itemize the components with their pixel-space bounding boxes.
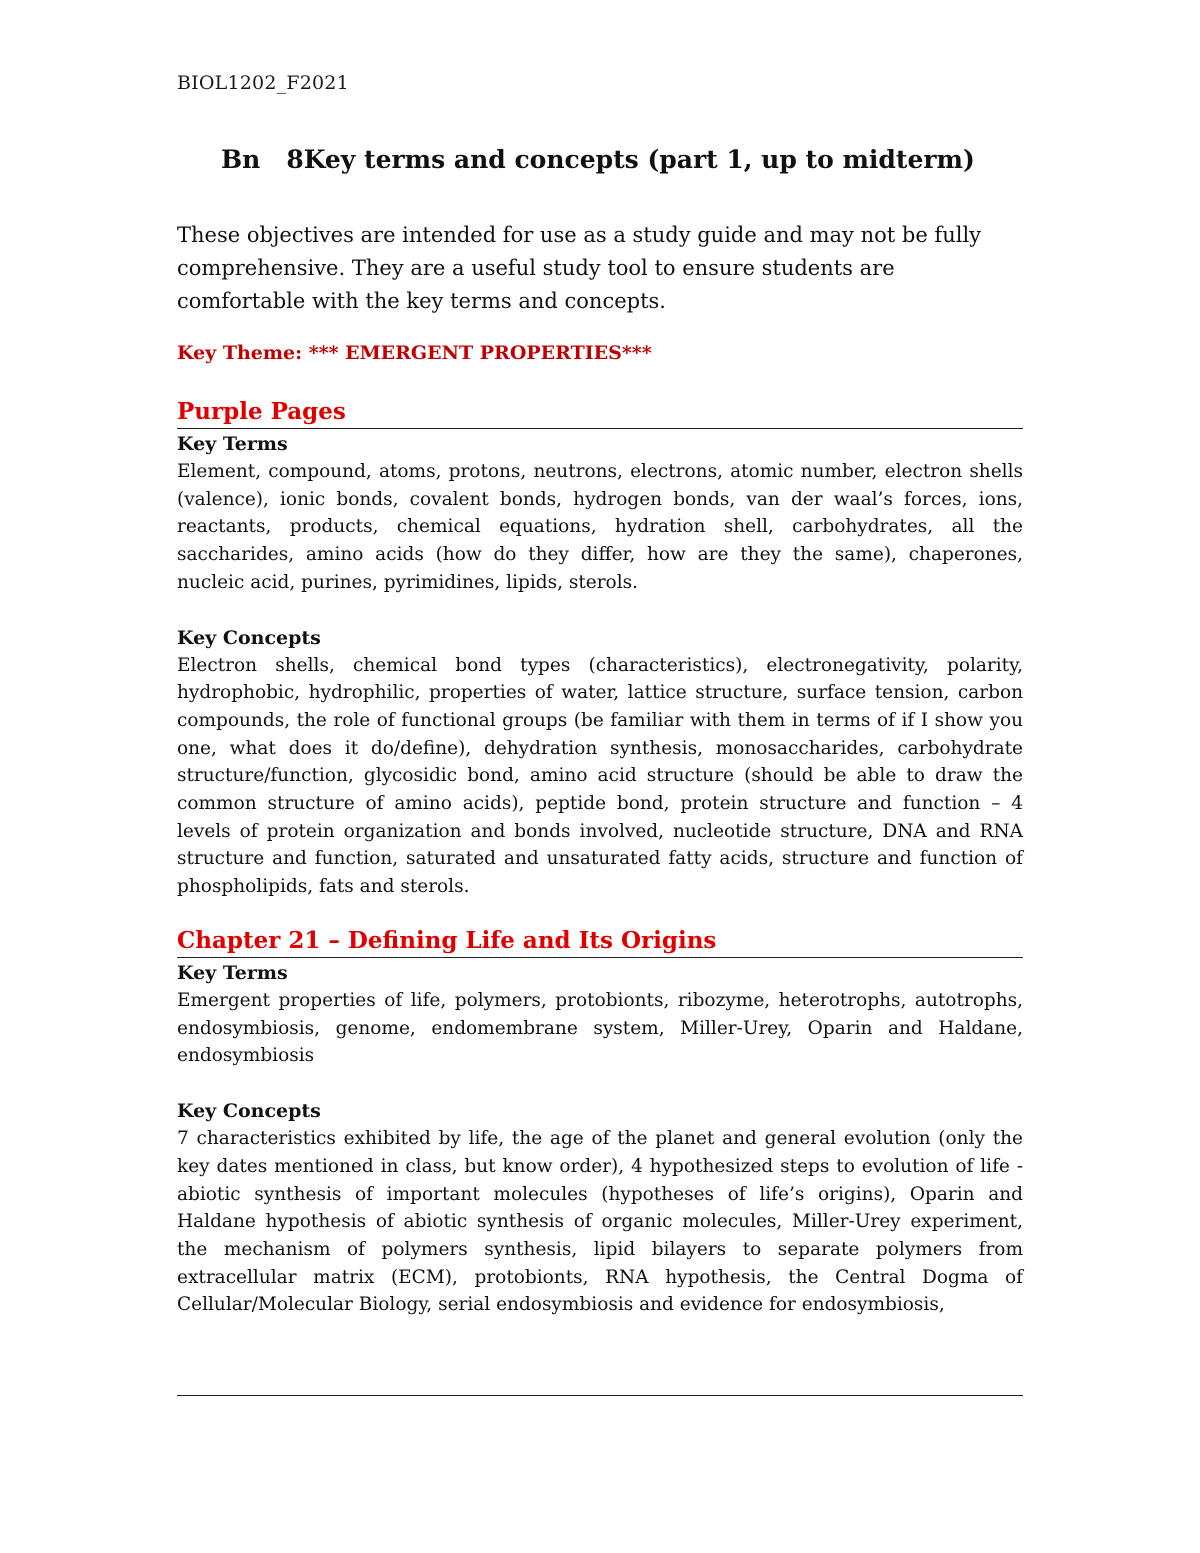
key-terms-label: Key Terms — [177, 962, 288, 984]
footer-divider — [177, 1395, 1023, 1396]
key-terms-text: Element, compound, atoms, protons, neutrons, electrons, atomic number, electron shells (valence), ionic bonds, covalent bonds, hydrogen bonds, van der waal’s forces, ions, reactants, products, chemical equations, hydration shell, carbohydrates, all the saccharides, amino acids (how do they differ, how are they the same), chaperones, nucleic acid, purines, pyrimidines, lipids, sterols. — [177, 461, 1023, 593]
key-concepts-label: Key Concepts — [177, 626, 321, 649]
key-terms-label: Key Terms — [177, 433, 288, 455]
title-main: 8Key terms and concepts (part 1, up to midterm) — [286, 145, 975, 174]
document-title — [221, 145, 975, 174]
section-heading: Chapter 21 – Defining Life and Its Origins — [177, 927, 1023, 958]
key-concepts-text: Electron shells, chemical bond types (characteristics), electronegativity, polarity, hydrophobic, hydrophilic, properties of water, lattice structure, surface tension, carbon compounds, the role of functional groups (be familiar with them in terms of if I show you one, what does it do/define), dehydration synthesis, monosaccharides, carbohydrate structure/function, glycosidic bond, amino acid structure (should be able to draw the common structure of amino acids), peptide bond, protein structure and function – 4 levels of protein organization and bonds involved, nucleotide structure, DNA and RNA structure and function, saturated and unsaturated fatty acids, structure and function of phospholipids, fats and sterols. — [177, 654, 1023, 898]
section-purple-pages — [177, 398, 1023, 901]
title-prefix: Bn — [221, 145, 261, 174]
section-chapter-21 — [177, 927, 1023, 1319]
key-concepts-text: 7 characteristics exhibited by life, the age of the planet and general evolution (only the key dates mentioned in class, but know order), 4 hypothesized steps to evolution of life - abiotic synthesis of important molecules (hypotheses of life’s origins), Oparin and Haldane hypothesis of abiotic synthesis of organic molecules, Miller-Urey experiment, the mechanism of polymers synthesis, lipid bilayers to separate polymers from extracellular matrix (ECM), protobionts, RNA hypothesis, the Central Dogma of Cellular/Molecular Biology, serial endosymbiosis and evidence for endosymbiosis, — [177, 1128, 1023, 1316]
key-theme: Key Theme: *** EMERGENT PROPERTIES*** — [177, 342, 652, 364]
course-code-header: BIOL1202_F2021 — [177, 72, 349, 94]
key-terms-text: Emergent properties of life, polymers, protobionts, ribozyme, heterotrophs, autotrophs, endosymbiosis, genome, endomembrane system, Miller-Urey, Oparin and Haldane, endosymbiosis — [177, 990, 1023, 1067]
section-heading: Purple Pages — [177, 398, 1023, 429]
key-concepts-label: Key Concepts — [177, 1100, 321, 1123]
intro-paragraph: These objectives are intended for use as a study guide and may not be fully comprehensive. They are a useful study tool to ensure students are comfortable with the key terms and concepts. — [177, 223, 982, 313]
